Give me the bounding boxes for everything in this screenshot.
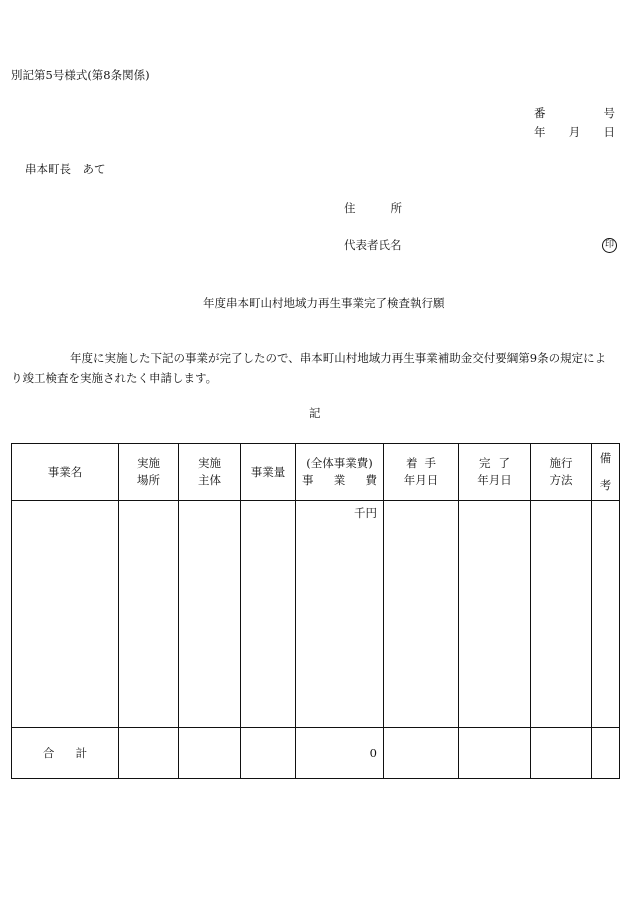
total-row xyxy=(12,728,620,779)
header-body: 実施 主体 xyxy=(179,444,241,501)
body-text-line2: り竣工検査を実施されたく申請します。 xyxy=(11,371,218,385)
cell-method[interactable] xyxy=(531,501,592,728)
total-method xyxy=(531,728,592,779)
total-label-cell: 合 計 xyxy=(12,728,119,779)
project-table xyxy=(11,443,620,779)
address-label: 住 所 xyxy=(344,201,402,215)
header-cost: (全体事業費) 事 業 費 xyxy=(296,444,384,501)
cell-completion-date[interactable] xyxy=(459,501,531,728)
total-start xyxy=(384,728,459,779)
cell-cost[interactable] xyxy=(296,501,384,728)
cell-amount[interactable] xyxy=(241,501,296,728)
cell-start-date[interactable] xyxy=(384,501,459,728)
seal-mark xyxy=(602,238,617,253)
total-place xyxy=(119,728,179,779)
cell-remarks[interactable] xyxy=(592,501,620,728)
seal-icon: 印 xyxy=(602,238,617,253)
table-row xyxy=(12,501,620,728)
header-method: 施行 方法 xyxy=(531,444,592,501)
total-cost xyxy=(296,728,384,779)
number-label: 番 号 xyxy=(534,106,615,120)
ki-mark: 記 xyxy=(309,406,321,420)
cell-place[interactable] xyxy=(119,501,179,728)
cell-project-name[interactable] xyxy=(12,501,119,728)
document-title: 年度串本町山村地域力再生事業完了検査執行願 xyxy=(203,296,445,310)
representative-label: 代表者氏名 xyxy=(344,238,402,252)
total-cost-value: 0 xyxy=(369,746,377,760)
header-start-date: 着 手 年月日 xyxy=(384,444,459,501)
header-project-name: 事業名 xyxy=(12,444,119,501)
total-body xyxy=(179,728,241,779)
date-label: 年 月 日 xyxy=(534,125,615,139)
total-remarks xyxy=(592,728,620,779)
total-done xyxy=(459,728,531,779)
addressee: 串本町長 あて xyxy=(25,162,106,176)
header-amount: 事業量 xyxy=(241,444,296,501)
total-amount xyxy=(241,728,296,779)
header-completion-date: 完 了 年月日 xyxy=(459,444,531,501)
header-place: 実施 場所 xyxy=(119,444,179,501)
table-header-row xyxy=(12,444,620,501)
form-number: 別記第5号様式(第8条関係) xyxy=(11,68,150,82)
header-remarks: 備 考 xyxy=(592,444,620,501)
body-text-line1: 年度に実施した下記の事業が完了したので、串本町山村地域力再生事業補助金交付要綱第9条の規定によ xyxy=(70,351,607,365)
cost-unit: 千円 xyxy=(354,506,377,520)
cell-body[interactable] xyxy=(179,501,241,728)
